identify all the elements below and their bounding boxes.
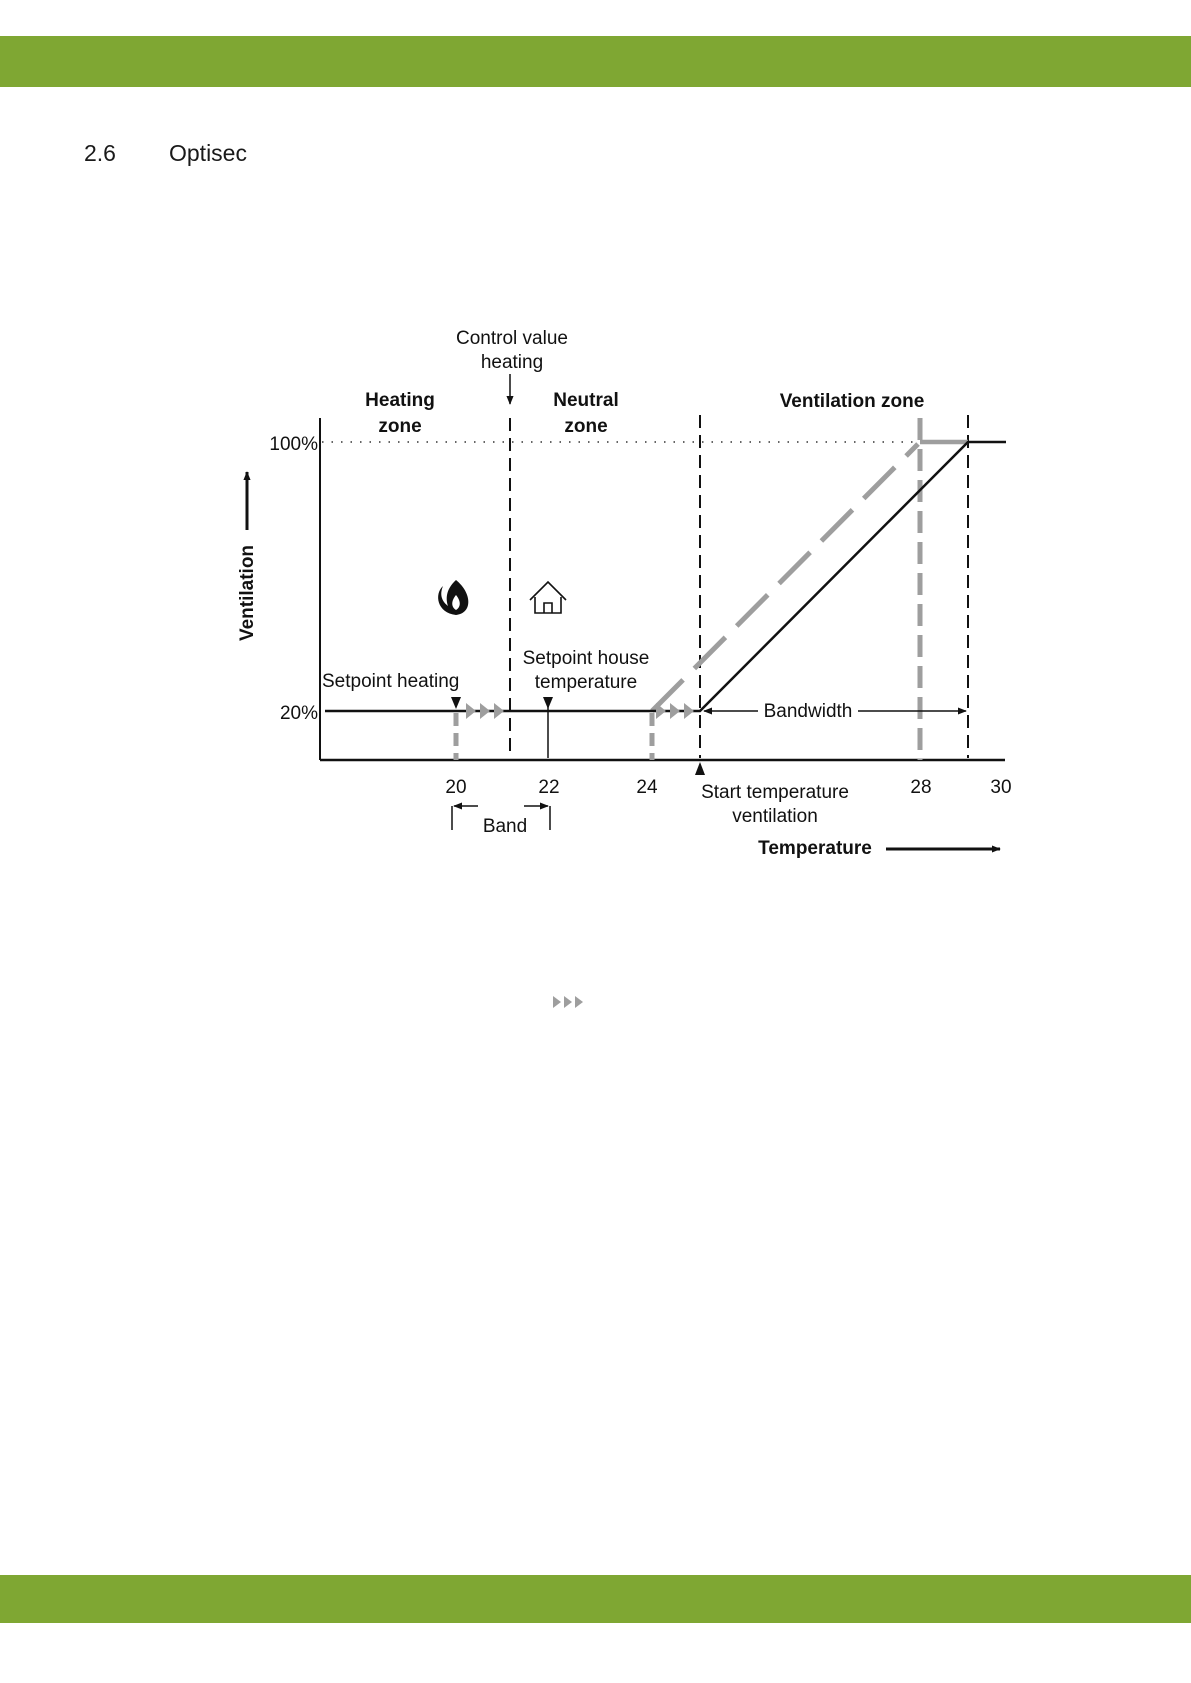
section-title: Optisec <box>169 140 247 166</box>
gray-arrows-heating <box>466 703 504 719</box>
flame-icon <box>438 580 468 615</box>
bandwidth-label: Bandwidth <box>763 701 853 722</box>
x-tick-22: 22 <box>538 777 560 798</box>
x-tick-28: 28 <box>910 777 932 798</box>
y-axis-label: Ventilation <box>237 544 258 642</box>
start-temperature-label-2: ventilation <box>732 806 818 827</box>
control-value-label-2: heating <box>480 352 544 373</box>
gray-arrows-legend-icon <box>551 994 585 1010</box>
house-icon <box>530 582 566 613</box>
x-tick-30: 30 <box>990 777 1012 798</box>
setpoint-house-marker <box>543 697 553 709</box>
gray-arrows-start <box>656 703 694 719</box>
section-number: 2.6 <box>84 140 116 166</box>
heading-zone-title-2: zone <box>378 416 422 437</box>
setpoint-house-label-1: Setpoint house <box>522 648 650 669</box>
control-value-label-1: Control value <box>456 328 568 349</box>
y-tick-20: 20% <box>279 703 318 724</box>
gray-shifted-ramp <box>652 444 918 711</box>
ventilation-zone-title: Ventilation zone <box>779 391 925 412</box>
heading-zone-title-1: Heating <box>365 390 435 411</box>
x-tick-24: 24 <box>636 777 658 798</box>
start-temperature-marker <box>695 762 705 775</box>
band-label: Band <box>482 816 528 837</box>
setpoint-heating-marker <box>451 697 461 709</box>
x-tick-20: 20 <box>445 777 467 798</box>
x-axis-label: Temperature <box>758 838 872 859</box>
y-tick-100: 100% <box>269 434 318 455</box>
setpoint-house-label-2: temperature <box>534 672 638 693</box>
setpoint-heating-label: Setpoint heating <box>322 671 460 692</box>
start-temperature-label-1: Start temperature <box>701 782 849 803</box>
neutral-zone-title-2: zone <box>564 416 608 437</box>
neutral-zone-title-1: Neutral <box>553 390 619 411</box>
